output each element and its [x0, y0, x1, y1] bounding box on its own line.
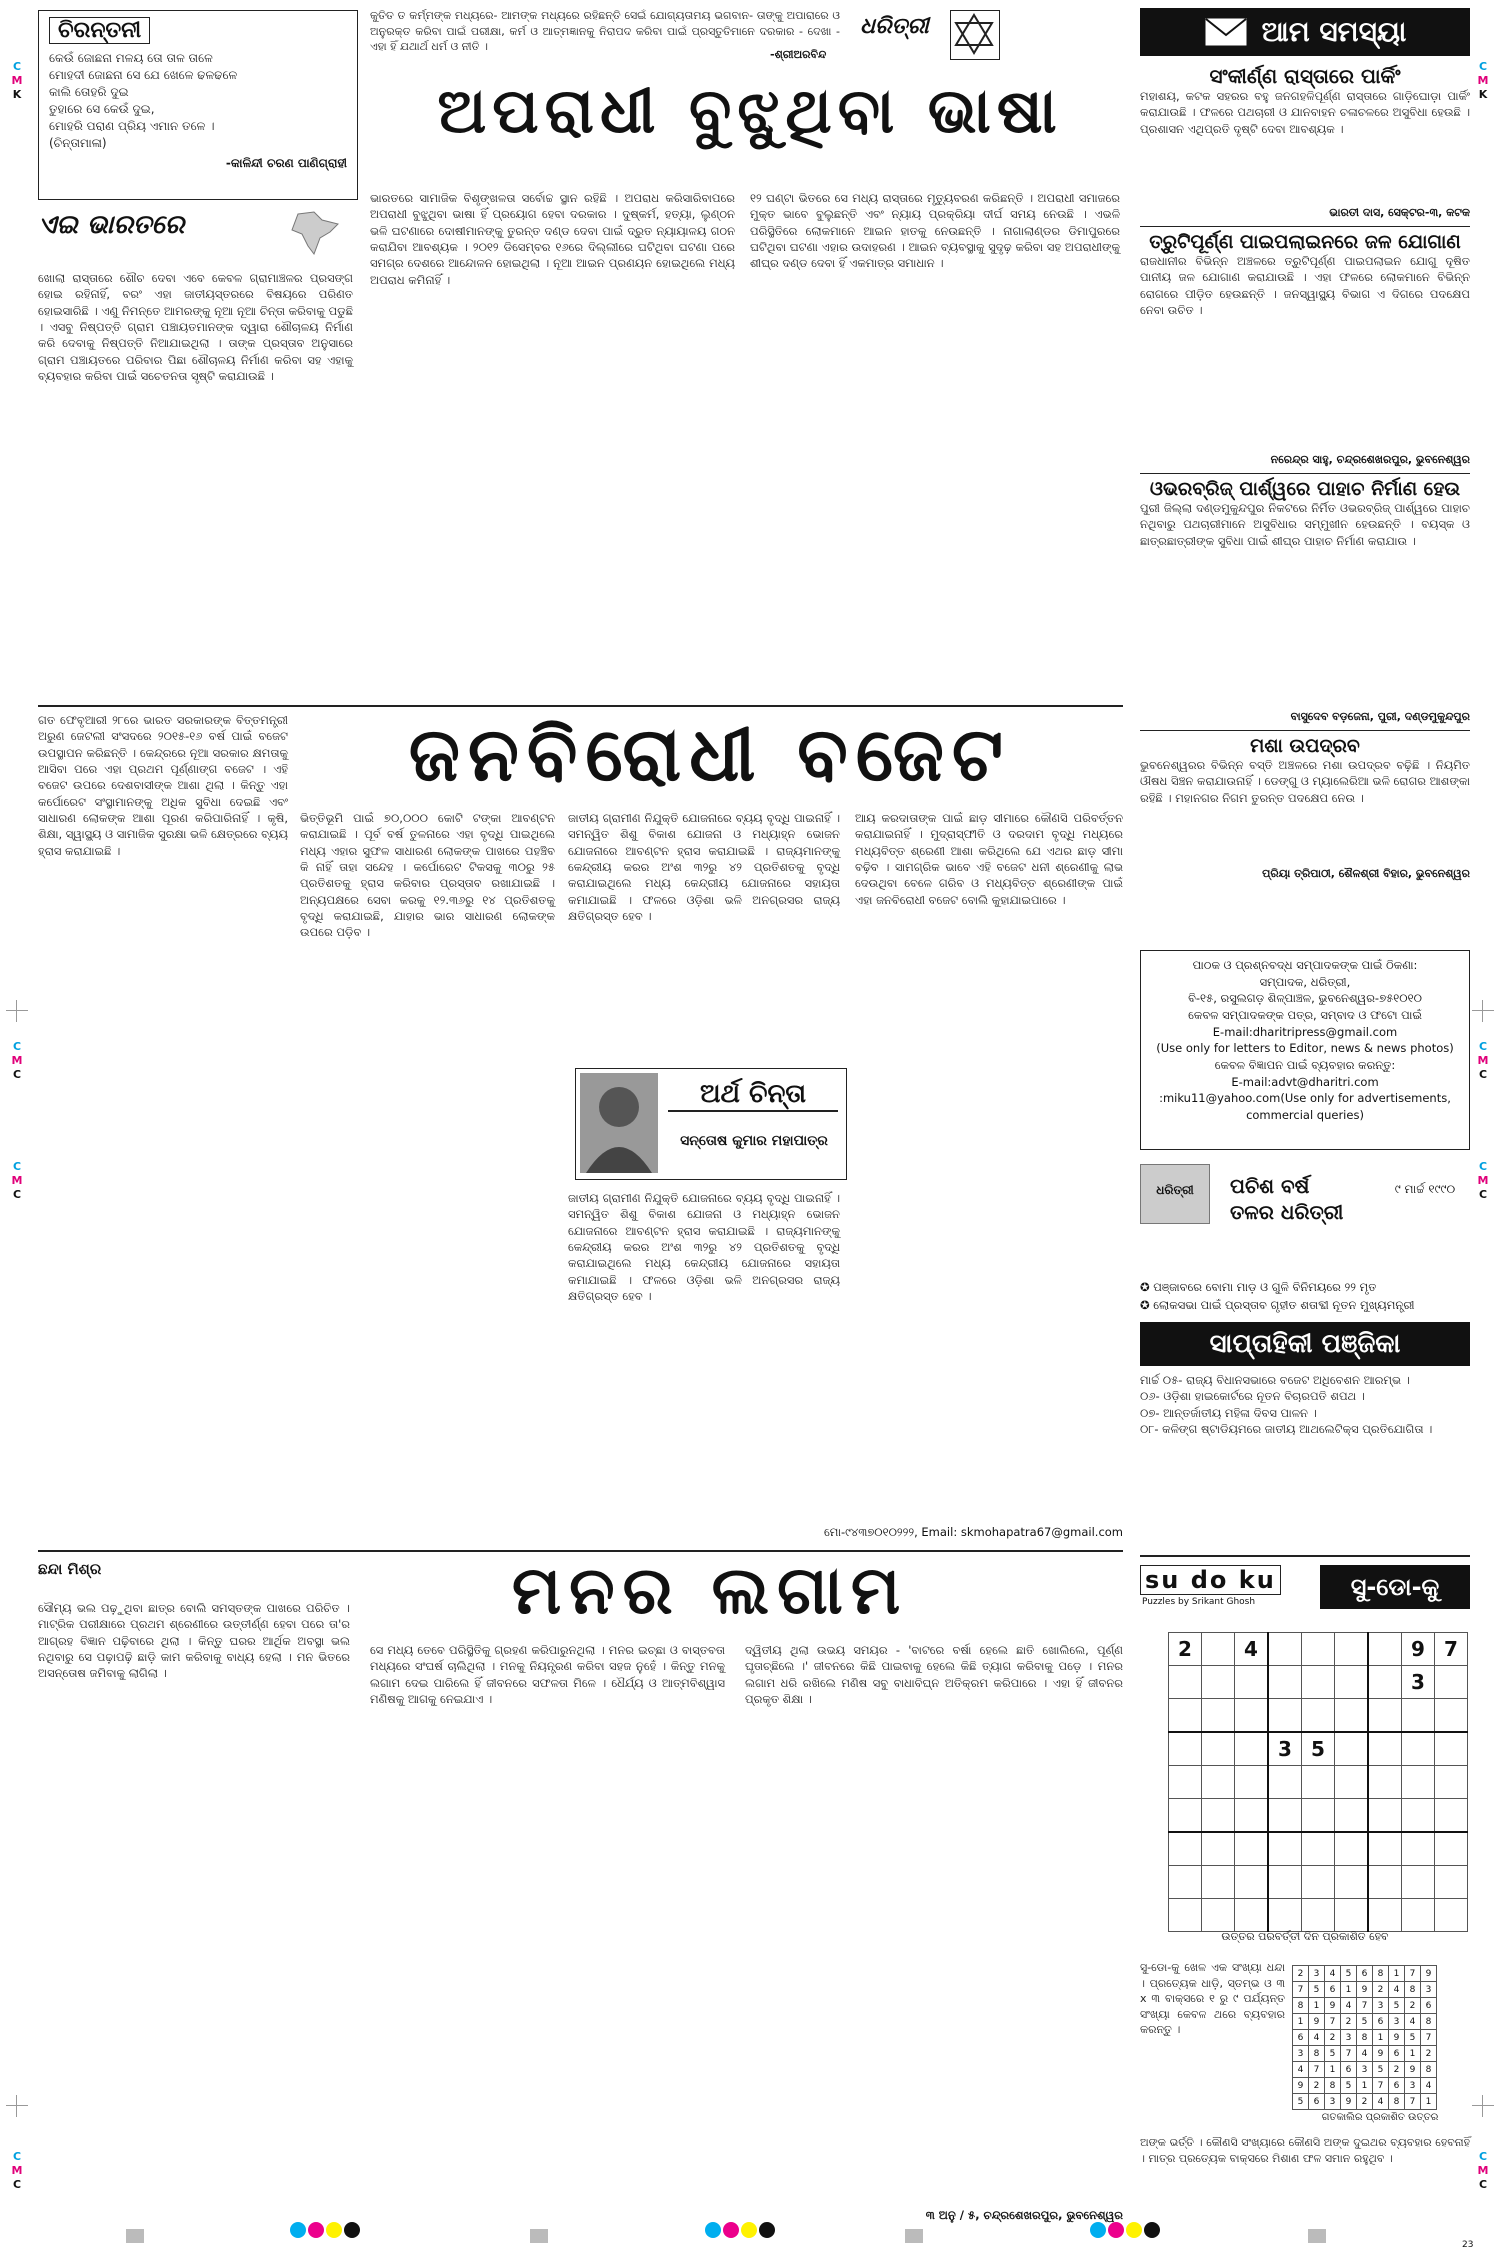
sudoku-solution-cell: 1 [1421, 2094, 1437, 2110]
sudoku-cell[interactable] [1235, 1732, 1269, 1766]
quote-block [370, 8, 1010, 64]
sudoku-cell[interactable] [1268, 1832, 1302, 1866]
letters-line5: କେବଳ ବିଜ୍ଞାପନ ପାଇଁ ବ୍ୟବହାର କରନ୍ତୁ: [1214, 1058, 1396, 1073]
sudoku-cell[interactable]: 5 [1302, 1732, 1335, 1766]
budget-col3b: ଜାତୀୟ ଗ୍ରାମୀଣ ନିଯୁକ୍ତି ଯୋଜନାରେ ବ୍ୟୟ ବୃଦ୍ଧି ପାଇନାହିଁ । ସମନ୍ୱିତ ଶିଶୁ ବିକାଶ ଯୋଜନା ଓ ମଧ୍ୟାହ୍ନ ଭୋଜନ ଯୋଜନାରେ ଆବଣ୍ଟନ ହ୍ରାସ କରାଯାଇଛି । ରାଜ୍ୟମାନଙ୍କୁ କେନ୍ଦ୍ରୀୟ କରର ଅଂଶ ୩୨ରୁ ୪୨ ପ୍ରତିଶତକୁ ବୃଦ୍ଧି କରାଯାଇଥିଲେ ମଧ୍ୟ କେନ୍ଦ୍ରୀୟ ଯୋଜନାରେ ସହାୟତା କମାଯାଇଛି । ଫଳରେ ଓଡ଼ିଶା ଭଳି ଅନଗ୍ରସର ରାଜ୍ୟ କ୍ଷତିଗ୍ରସ୍ତ ହେବ । [568, 1191, 844, 1303]
sudoku-solution-cell: 5 [1341, 1966, 1357, 1982]
sudoku-solution-cell: 8 [1309, 2046, 1325, 2062]
sudoku-cell[interactable]: 3 [1402, 1666, 1435, 1699]
sudoku-cell[interactable] [1435, 1832, 1468, 1866]
sudoku-cell[interactable] [1368, 1866, 1402, 1899]
registration-mark-left [6, 1000, 28, 1022]
sudoku-solution-cell: 6 [1421, 1998, 1437, 2014]
cmyk-marker-bottom-left: C M C [11, 2150, 23, 2191]
letters-email3[interactable]: :miku11@yahoo.com(Use only for advertisements, commercial queries) [1159, 1091, 1451, 1123]
sudoku-cell[interactable] [1302, 1666, 1335, 1699]
sudoku-cell[interactable] [1202, 1799, 1235, 1833]
complaint-body-4: ଭୁବନେଶ୍ୱରର ବିଭିନ୍ନ ବସ୍ତି ଅଞ୍ଚଳରେ ମଶା ଉପଦ୍ରବ ବଢ଼ିଛି । ନିୟମିତ ଔଷଧ ସିଞ୍ଚନ କରାଯାଉନାହିଁ । ଡେଙ୍ଗୁ ଓ ମ୍ୟାଲେରିଆ ଭଳି ରୋଗର ଆଶଙ୍କା ରହିଛି । ମହାନଗର ନିଗମ ତୁରନ୍ତ ପଦକ୍ଷେପ ନେଉ । [1140, 758, 1474, 805]
grey-patch-3 [905, 2229, 923, 2243]
sudoku-cell[interactable] [1368, 1666, 1402, 1699]
sudoku-cell[interactable] [1435, 1699, 1468, 1733]
sudoku-cell[interactable] [1335, 1766, 1369, 1799]
sudoku-cell[interactable]: 7 [1435, 1633, 1468, 1666]
sudoku-cell[interactable] [1202, 1866, 1235, 1899]
complaint-title-2: ତ୍ରୁଟିପୂର୍ଣ୍ଣ ପାଇପଲାଇନରେ ଜଳ ଯୋଗାଣ [1140, 226, 1470, 253]
registration-mark-right [1472, 1000, 1494, 1022]
chirantani-poet: -କାଳିନ୍ଦୀ ଚରଣ ପାଣିଗ୍ରାହୀ [225, 156, 347, 171]
color-dots-3 [1090, 2222, 1162, 2242]
cmyk-marker-left-mid: C M C [11, 1040, 23, 1081]
sudoku-solution-cell: 9 [1405, 2062, 1421, 2078]
letters-address-box [1140, 950, 1470, 1150]
sudoku-cell[interactable] [1302, 1899, 1335, 1932]
letters-email1-note: (Use only for letters to Editor, news & news photos) [1156, 1041, 1454, 1056]
sudoku-solution-cell: 7 [1293, 1982, 1309, 1998]
sudoku-cell[interactable] [1335, 1633, 1369, 1666]
sudoku-cell[interactable] [1268, 1899, 1302, 1932]
sudoku-cell[interactable] [1202, 1732, 1235, 1766]
sudoku-solution-cell: 4 [1389, 1982, 1405, 1998]
sudoku-solution-cell: 2 [1405, 1998, 1421, 2014]
sudoku-solution-cell: 4 [1373, 2094, 1389, 2110]
sudoku-solution-cell: 7 [1357, 1998, 1373, 2014]
sudoku-cell[interactable] [1368, 1699, 1402, 1733]
sudoku-cell[interactable] [1235, 1899, 1269, 1932]
sudoku-previous-solution-grid [1292, 1965, 1437, 2110]
complaint-title-4: ମଶା ଉପଦ୍ରବ [1140, 730, 1470, 757]
artha-chinta-box [575, 1068, 847, 1180]
paper-logo: ଧରିତ୍ରୀ [860, 14, 929, 39]
sudoku-cell[interactable] [1435, 1666, 1468, 1699]
sudoku-solution-cell: 5 [1389, 1998, 1405, 2014]
sudoku-cell[interactable] [1169, 1666, 1202, 1699]
aama-samasya-logo: ଆମ ସମସ୍ୟା [1140, 8, 1470, 56]
registration-mark-left-bottom [6, 2095, 28, 2117]
cmyk-marker-top-right: C M K [1477, 60, 1489, 101]
divider-sudoku-top [1140, 1555, 1470, 1557]
sudoku-solution-cell: 9 [1341, 2094, 1357, 2110]
complaint-title-1: ସଂକୀର୍ଣ୍ଣ ରାସ୍ତାରେ ପାର୍କିଂ [1209, 64, 1401, 88]
sudoku-solution-cell: 6 [1389, 2078, 1405, 2094]
grey-patch-4 [1308, 2229, 1326, 2243]
sudoku-solution-cell: 4 [1293, 2062, 1309, 2078]
sudoku-byline: Puzzles by Srikant Ghosh [1142, 1597, 1256, 1607]
sudoku-solution-cell: 1 [1293, 2014, 1309, 2030]
sudoku-solution-cell: 5 [1293, 2094, 1309, 2110]
quote-text: କୁତିତ ତ କର୍ମ୍ମଙ୍କ ମଧ୍ୟରେ- ଆମଙ୍କ ମଧ୍ୟରେ ରହିଛନ୍ତି ସେଇଁ ଯୋଗ୍ୟତାମୟ ଭଗବାନ- ତାଙ୍କୁ ଅପାରାରେ ଓ ଅନୁରକ୍ତ କରିବା ପାଇଁ ପରୀକ୍ଷା, କର୍ମ ଓ ଆତ୍ମଜ୍ଞାନକୁ ନିରାପଦ କରିବା ପାଇଁ ପ୍ରସ୍ତୁତିମାନେ ଦରକାର - ଦେଖା - ଏହା ହିଁ ଯଥାର୍ଥ ଧର୍ମ ଓ ନୀତି । [370, 9, 844, 54]
star-emblem [950, 10, 1000, 60]
sudoku-cell[interactable] [1302, 1766, 1335, 1799]
grey-patch-2 [530, 2229, 548, 2243]
sudoku-cell[interactable] [1302, 1633, 1335, 1666]
sudoku-cell[interactable] [1335, 1866, 1369, 1899]
sudoku-cell[interactable] [1368, 1732, 1402, 1766]
sudoku-cell[interactable]: 2 [1169, 1633, 1202, 1666]
sudoku-solution-cell: 4 [1357, 2046, 1373, 2062]
sudoku-grid[interactable] [1168, 1632, 1468, 1932]
complaint-body-2: ରାଜଧାନୀର ବିଭିନ୍ନ ଅଞ୍ଚଳରେ ତ୍ରୁଟିପୂର୍ଣ୍ଣ ପାଇପଲାଇନ ଯୋଗୁ ଦୂଷିତ ପାନୀୟ ଜଳ ଯୋଗାଣ କରାଯାଉଛି । ଏହା ଫଳରେ ଲୋକମାନେ ବିଭିନ୍ନ ରୋଗରେ ପୀଡ଼ିତ ହେଉଛନ୍ତି । ଜନସ୍ୱାସ୍ଥ୍ୟ ବିଭାଗ ଏ ଦିଗରେ ପଦକ୍ଷେପ ନେବା ଉଚିତ । [1140, 254, 1474, 317]
sudoku-solution-cell: 5 [1341, 2078, 1357, 2094]
sudoku-solution-cell: 2 [1357, 2094, 1373, 2110]
sudoku-cell[interactable] [1302, 1866, 1335, 1899]
sudoku-solution-cell: 1 [1405, 2046, 1421, 2062]
sudoku-solution-cell: 9 [1309, 2014, 1325, 2030]
sudoku-cell[interactable]: 3 [1268, 1732, 1302, 1766]
sudoku-cell[interactable] [1402, 1899, 1435, 1932]
sudoku-cell[interactable] [1235, 1666, 1269, 1699]
sudoku-cell[interactable] [1202, 1633, 1235, 1666]
complaint-sign-3: ବାସୁଦେବ ବଡ଼ଜେନା, ପୁରୀ, ଦଣ୍ଡମୁକୁନ୍ଦପୁର [1290, 710, 1470, 723]
sudoku-solution-cell: 4 [1309, 2030, 1325, 2046]
chirantani-box [38, 10, 358, 200]
sudoku-cell[interactable] [1202, 1766, 1235, 1799]
sudoku-solution-cell: 6 [1357, 1966, 1373, 1982]
sudoku-solution-cell: 2 [1309, 2078, 1325, 2094]
sudoku-solution-cell: 7 [1373, 2078, 1389, 2094]
sudoku-solution-cell: 8 [1373, 1966, 1389, 1982]
sudoku-solution-cell: 8 [1357, 2030, 1373, 2046]
sudoku-solution-cell: 1 [1325, 2062, 1341, 2078]
cmyk-marker-bottom-right: C M C [1477, 2150, 1489, 2191]
letters-email1[interactable]: E-mail:dharitripress@gmail.com [1212, 1024, 1398, 1039]
sudoku-solution-cell: 5 [1357, 2014, 1373, 2030]
sudoku-solution-cell: 7 [1341, 2046, 1357, 2062]
main-headline: ଅପରାଧୀ ବୁଝୁଥିବା ଭାଷା [437, 74, 1063, 147]
top-editorial-col2: ଭାରତରେ ସାମାଜିକ ବିଶୃଙ୍ଖଳତା ସର୍ବୋଚ୍ଚ ସ୍ଥାନ ରହିଛି । ଅପରାଧ କରିସାରିବାପରେ ଅପରାଧୀ ବୁଝୁଥିବା ଭାଷା ହିଁ ପ୍ରୟୋଗ ହେବା ଦରକାର । ଦୁଷ୍କର୍ମ, ହତ୍ୟା, ଲୁଣ୍ଠନ ଭଳି ଘଟଣାରେ ଦୋଷୀମାନଙ୍କୁ ତୁରନ୍ତ ଦଣ୍ଡ ଦେବା ପାଇଁ ଦ୍ରୁତ ନ୍ୟାୟାଳୟ ଗଠନ କରାଯିବା ଆବଶ୍ୟକ । ୨୦୧୨ ଡିସେମ୍ବର ୧୬ରେ ଦିଲ୍ଲୀରେ ଘଟିଥିବା ଘଟଣା ପରେ ସମଗ୍ର ଦେଶରେ ଆନ୍ଦୋଳନ ହୋଇଥିଲା । ନୂଆ ଆଇନ ପ୍ରଣୟନ ହୋଇଥିଲେ ମଧ୍ୟ ଅପରାଧ କମିନାହିଁ । [370, 191, 739, 287]
sudoku-solution-cell: 3 [1389, 2014, 1405, 2030]
sudoku-solution-cell: 9 [1293, 2078, 1309, 2094]
sudoku-cell[interactable] [1302, 1799, 1335, 1833]
sudoku-cell[interactable] [1169, 1899, 1202, 1932]
sudoku-solution-cell: 7 [1309, 2062, 1325, 2078]
sudoku-solution-cell: 6 [1325, 1982, 1341, 1998]
sudoku-cell[interactable] [1335, 1832, 1369, 1866]
sudoku-cell[interactable] [1169, 1699, 1202, 1733]
archive-box [1140, 1160, 1470, 1270]
sudoku-solution-cell: 7 [1421, 2030, 1437, 2046]
sudoku-cell[interactable] [1169, 1799, 1202, 1833]
sudoku-cell[interactable] [1268, 1666, 1302, 1699]
sudoku-prev-board [1292, 1965, 1437, 2110]
color-dots-1 [290, 2222, 362, 2242]
sudoku-cell[interactable] [1302, 1699, 1335, 1733]
sudoku-solution-cell: 9 [1421, 1966, 1437, 1982]
budget-col2: ଭିତ୍ତିଭୂମି ପାଇଁ ୭୦,୦୦୦ କୋଟି ଟଙ୍କା ଆବଣ୍ଟନ କରାଯାଇଛି । ପୂର୍ବ ବର୍ଷ ତୁଳନାରେ ଏହା ବୃଦ୍ଧି ପାଇଥିଲେ ମଧ୍ୟ ଏହାର ସୁଫଳ ସାଧାରଣ ଲୋକଙ୍କ ପାଖରେ ପହଞ୍ଚିବ କି ନାହିଁ ତାହା ସନ୍ଦେହ । କର୍ପୋରେଟ ଟିକସକୁ ୩୦ରୁ ୨୫ ପ୍ରତିଶତକୁ ହ୍ରାସ କରିବାର ପ୍ରସ୍ତାବ ରଖାଯାଇଛି । ଅନ୍ୟପକ୍ଷରେ ସେବା କରକୁ ୧୨.୩୬ରୁ ୧୪ ପ୍ରତିଶତକୁ ବୃଦ୍ଧି କରାଯାଇଛି, ଯାହାର ଭାର ସାଧାରଣ ଲୋକଙ୍କ ଉପରେ ପଡ଼ିବ । [300, 811, 559, 940]
grey-patch-1 [126, 2229, 144, 2243]
lagam-col2: ସେ ମଧ୍ୟ ତେବେ ପରିସ୍ଥିତିକୁ ଗ୍ରହଣ କରିପାରୁନଥିଲା । ମନର ଇଚ୍ଛା ଓ ବାସ୍ତବତା ମଧ୍ୟରେ ସଂଘର୍ଷ ଚାଲିଥିଲା । ମନକୁ ନିୟନ୍ତ୍ରଣ କରିବା ସହଜ ନୁହେଁ । କିନ୍ତୁ ମନକୁ ଲଗାମ ଦେଇ ପାରିଲେ ହିଁ ଜୀବନରେ ସଫଳତା ମିଳେ । ଧୈର୍ଯ୍ୟ ଓ ଆତ୍ମବିଶ୍ୱାସ ମଣିଷକୁ ଆଗକୁ ନେଇଯାଏ । [370, 1643, 729, 1706]
sudoku-cell[interactable] [1368, 1633, 1402, 1666]
sudoku-solution-cell: 4 [1325, 1966, 1341, 1982]
top-editorial-col1: ଖୋଲା ରାସ୍ତାରେ ଶୌଚ ଦେବା ଏବେ କେବଳ ଗ୍ରାମାଞ୍ଚଳର ପ୍ରସଙ୍ଗ ହୋଇ ରହିନାହିଁ, ବରଂ ଏହା ଜାତୀୟସ୍ତରରେ ବିଷୟରେ ପରିଣତ ହୋଇସାରିଛି । ଏଣୁ ନିମନ୍ତେ ଆମରଙ୍କୁ ନୂଆ ନୂଆ ଚିନ୍ତା କରିବାକୁ ପଡୁଛି । ଏସବୁ ନିଷ୍ପତ୍ତି ଗ୍ରାମ ପଞ୍ଚାୟତମାନଙ୍କ ଦ୍ୱାରା ଶୌଚାଳୟ ନିର୍ମାଣ କରି ଦେବାକୁ ନିଷ୍ପତ୍ତି ନିଆଯାଇଥିଲା । ତାଙ୍କ ପ୍ରସ୍ତାବ ଅନୁସାରେ ଗ୍ରାମ ପଞ୍ଚାୟତରେ ପରିବାର ପିଛା ଶୌଚାଳୟ ନିର୍ମାଣ କରିବା ସହ ଏହାକୁ ବ୍ୟବହାର କରିବା ପାଇଁ ସଚେତନତା ସୃଷ୍ଟି କରାଯାଉଛି । [38, 271, 357, 383]
bharat-logo: ଏଇ ଭାରତରେ [38, 210, 358, 260]
sudoku-solution-cell: 1 [1341, 1982, 1357, 1998]
sudoku-solution-cell: 5 [1309, 1982, 1325, 1998]
sudoku-cell[interactable] [1435, 1899, 1468, 1932]
sudoku-solution-cell: 2 [1389, 2062, 1405, 2078]
sudoku-cell[interactable] [1235, 1699, 1269, 1733]
lagam-col1: ସୌମ୍ୟ ଭଲ ପଢ଼ୁଥିବା ଛାତ୍ର ବୋଲି ସମସ୍ତଙ୍କ ପାଖରେ ପରିଚିତ । ମାଟ୍ରିକ ପରୀକ୍ଷାରେ ପ୍ରଥମ ଶ୍ରେଣୀରେ ଉତ୍ତୀର୍ଣ୍ଣ ହେବା ପରେ ତା'ର ଆଗ୍ରହ ବିଜ୍ଞାନ ପଢ଼ିବାରେ ଥିଲା । କିନ୍ତୁ ଘରର ଆର୍ଥିକ ଅବସ୍ଥା ଭଲ ନଥିବାରୁ ସେ ପଢ଼ାପଢ଼ି ଛାଡ଼ି କାମ କରିବାକୁ ବାଧ୍ୟ ହେଲା । ମନ ଭିତରେ ଅସନ୍ତୋଷ ଜମିବାକୁ ଲାଗିଲା । [38, 1601, 354, 1681]
sudoku-solution-cell: 7 [1405, 1966, 1421, 1982]
sudoku-cell[interactable] [1268, 1633, 1302, 1666]
letters-line3: ବି-୧୫, ରସୁଲଗଡ଼ ଶିଳ୍ପାଞ୍ଚଳ, ଭୁବନେଶ୍ୱର-୭୫୧୦୧୦ [1188, 991, 1422, 1006]
page-number: 23 [1462, 2240, 1474, 2250]
sudoku-solution-cell: 3 [1293, 2046, 1309, 2062]
chirantani-title: ଚିରନ୍ତନୀ [49, 17, 150, 44]
sudoku-solution-cell: 6 [1373, 2014, 1389, 2030]
sudoku-solution-cell: 1 [1373, 2030, 1389, 2046]
sudoku-solution-cell: 2 [1325, 2030, 1341, 2046]
sudoku-solution-cell: 8 [1421, 2014, 1437, 2030]
sudoku-cell[interactable] [1235, 1866, 1269, 1899]
complaint-body-3: ପୁରୀ ଜିଲ୍ଲା ଦଣ୍ଡମୁକୁନ୍ଦପୁର ନିକଟରେ ନିର୍ମିତ ଓଭରବ୍ରିଜ୍ ପାର୍ଶ୍ୱରେ ପାହାଚ ନଥିବାରୁ ପଥଚାରୀମାନେ ଅସୁବିଧାର ସମ୍ମୁଖୀନ ହେଉଛନ୍ତି । ବୟସ୍କ ଓ ଛାତ୍ରଛାତ୍ରୀଙ୍କ ସୁବିଧା ପାଇଁ ଶୀଘ୍ର ପାହାଚ ନିର୍ମାଣ କରାଯାଉ । [1140, 501, 1474, 548]
sudoku-cell[interactable] [1402, 1766, 1435, 1799]
sudoku-cell[interactable] [1169, 1732, 1202, 1766]
sudoku-cell[interactable] [1169, 1866, 1202, 1899]
sudoku-solution-cell: 7 [1405, 2094, 1421, 2110]
sudoku-cell[interactable] [1402, 1732, 1435, 1766]
sudoku-cell[interactable] [1335, 1732, 1369, 1766]
top-editorial-col3: ୧୨ ଘଣ୍ଟା ଭିତରେ ସେ ମଧ୍ୟ ରାସ୍ତାରେ ମୃତ୍ୟୁବରଣ କରିଛନ୍ତି । ଅପରାଧୀ ସମାଜରେ ମୁକ୍ତ ଭାବେ ବୁଲୁଛନ୍ତି ଏବଂ ନ୍ୟାୟ ପ୍ରକ୍ରିୟା ଦୀର୍ଘ ସମୟ ନେଉଛି । ଏଭଳି ପରିସ୍ଥିତିରେ ଲୋକମାନେ ଆଇନ ହାତକୁ ନେଉଛନ୍ତି । ନାଗାଲାଣ୍ଡର ଡିମାପୁରରେ ଘଟିଥିବା ଘଟଣା ଏହାର ଉଦାହରଣ । ଆଇନ ବ୍ୟବସ୍ଥାକୁ ସୁଦୃଢ଼ କରିବା ସହ ଅପରାଧୀଙ୍କୁ ଶୀଘ୍ର ଦଣ୍ଡ ଦେବା ହିଁ ଏକମାତ୍ର ସମାଧାନ । [750, 191, 1124, 271]
sudoku-cell[interactable] [1402, 1699, 1435, 1733]
sudoku-solution-cell: 1 [1357, 2078, 1373, 2094]
sudoku-solution-cell: 2 [1341, 2014, 1357, 2030]
sudoku-cell[interactable] [1335, 1666, 1369, 1699]
sudoku-solution-cell: 3 [1357, 2062, 1373, 2078]
sudoku-cell[interactable] [1268, 1766, 1302, 1799]
sudoku-cell[interactable] [1402, 1832, 1435, 1866]
sudoku-solution-cell: 8 [1325, 2078, 1341, 2094]
sudoku-footer: ଅଙ୍କ ଭର୍ତ୍ତି । କୌଣସି ସଂଖ୍ୟାରେ କୌଣସି ଅଙ୍କ ଦୁଇଥର ବ୍ୟବହାର ହେବନାହିଁ । ମାତ୍ର ପ୍ରତ୍ୟେକ ବାକ୍ସରେ ମିଶାଣ ଫଳ ସମାନ ରହୁଥିବ । [1140, 2136, 1474, 2165]
complaint-sign-1: ଭାରତୀ ଦାସ, ସେକ୍ଟର-୩, କଟକ [1329, 206, 1470, 219]
sudoku-cell[interactable] [1235, 1832, 1269, 1866]
sudoku-cell[interactable] [1368, 1832, 1402, 1866]
sudoku-prev-caption: ଗତକାଲିର ପ୍ରକାଶିତ ଉତ୍ତର [1321, 2112, 1439, 2123]
sudoku-cell[interactable]: 4 [1235, 1633, 1269, 1666]
sudoku-cell[interactable] [1268, 1799, 1302, 1833]
author-photo [580, 1073, 658, 1173]
sudoku-cell[interactable] [1368, 1799, 1402, 1833]
lagam-author: ଛନ୍ଦା ମିଶ୍ର [38, 1560, 102, 1578]
archive-logo: ଧରିତ୍ରୀ [1140, 1164, 1210, 1224]
archive-item-2: ✪ ଲୋକସଭା ପାଇଁ ପ୍ରସ୍ତାବ ଗୃହୀତ ଶତାବ୍ଦୀ ନୂତନ ମୁଖ୍ୟମନ୍ତ୍ରୀ [1140, 1298, 1415, 1312]
quote-author: -ଶ୍ରୀଅରବିନ୍ଦ [770, 48, 827, 61]
archive-title1: ପଚିଶ ବର୍ଷ [1230, 1174, 1310, 1198]
sudoku-solution-cell: 9 [1325, 1998, 1341, 2014]
sudoku-solution-cell: 4 [1341, 1998, 1357, 2014]
sudoku-cell[interactable] [1335, 1699, 1369, 1733]
sudoku-solution-cell: 8 [1389, 2094, 1405, 2110]
cmyk-marker-right-mid: C M C [1477, 1040, 1489, 1081]
letters-line2: ସମ୍ପାଦକ, ଧରିତ୍ରୀ, [1259, 974, 1351, 989]
sudoku-solution-cell: 5 [1373, 2062, 1389, 2078]
cmyk-marker-left-low: C M C [11, 1160, 23, 1201]
letters-line1: ପାଠକ ଓ ପ୍ରଶ୍ନବଦ୍ଧ ସମ୍ପାଦକଙ୍କ ପାଇଁ ଠିକଣା: [1192, 958, 1418, 972]
sudoku-solution-cell: 4 [1421, 2078, 1437, 2094]
sudoku-solution-cell: 8 [1421, 2062, 1437, 2078]
sudoku-solution-cell: 4 [1405, 2014, 1421, 2030]
sudoku-solution-cell: 1 [1389, 1966, 1405, 1982]
lagam-col3: ଦ୍ୱିତୀୟ ଥିଲା ଉଭୟ ସମୟର - 'ବାଟରେ ବର୍ଷା ହେଲେ ଛାତି ଖୋଲିଲେ, ପୂର୍ଣ୍ଣ ଘୃତାଚ୍ଛିଲେ ।' ଜୀବନରେ କିଛି ପାଇବାକୁ ହେଲେ କିଛି ତ୍ୟାଗ କରିବାକୁ ପଡ଼େ । ମନର ଲଗାମ ଧରି ରଖିଲେ ମଣିଷ ସବୁ ବାଧାବିଘ୍ନ ଅତିକ୍ରମ କରିପାରେ । ଏହା ହିଁ ଜୀବନର ପ୍ରକୃତ ଶିକ୍ଷା । [745, 1643, 1127, 1706]
envelope-icon [1204, 17, 1248, 47]
complaint-body-1: ମହାଶୟ, କଟକ ସହରର ବହୁ ଜନଗହଳିପୂର୍ଣ୍ଣ ରାସ୍ତାରେ ଗାଡ଼ିଘୋଡ଼ା ପାର୍କିଂ କରାଯାଉଛି । ଫଳରେ ପଥଚାରୀ ଓ ଯାନବାହନ ଚଳାଚଳରେ ଅସୁବିଧା ହେଉଛି । ପ୍ରଶାସନ ଏଥିପ୍ରତି ଦୃଷ୍ଟି ଦେବା ଆବଶ୍ୟକ । [1140, 89, 1474, 136]
archive-item-1: ✪ ପଞ୍ଜାବରେ ବୋମା ମାଡ଼ ଓ ଗୁଳି ବିନିମୟରେ ୨୨ ମୃତ [1140, 1280, 1377, 1294]
letters-line4: କେବଳ ସମ୍ପାଦକଙ୍କ ପତ୍ର, ସମ୍ବାଦ ଓ ଫଟୋ ପାଇଁ [1188, 1008, 1422, 1023]
weekly-title: ସାପ୍ତାହିକୀ ପଞ୍ଜିକା [1140, 1322, 1470, 1366]
sudoku-cell[interactable] [1202, 1832, 1235, 1866]
sudoku-solution-cell: 3 [1405, 2078, 1421, 2094]
divider-budget-top [38, 705, 1123, 707]
lagam-headline: ମନର ଲଗାମ [511, 1552, 909, 1629]
sudoku-cell[interactable] [1402, 1866, 1435, 1899]
column-name: ଅର୍ଥ ଚିନ୍ତା [668, 1079, 838, 1112]
sudoku-cell[interactable] [1302, 1832, 1335, 1866]
sudoku-cell[interactable] [1268, 1699, 1302, 1733]
sudoku-solution-cell: 2 [1421, 2046, 1437, 2062]
color-dots-2 [705, 2222, 777, 2242]
complaint-sign-2: ନରେନ୍ଦ୍ର ସାହୁ, ଚନ୍ଦ୍ରଶେଖରପୁର, ଭୁବନେଶ୍ୱର [1270, 453, 1470, 466]
sudoku-cell[interactable] [1435, 1766, 1468, 1799]
budget-contact[interactable]: ମୋ-୯୪୩୭୦୧୦୨୨୨, Email: skmohapatra67@gmail.com [823, 1525, 1123, 1539]
sudoku-cell[interactable]: 9 [1402, 1633, 1435, 1666]
sudoku-cell[interactable] [1169, 1832, 1202, 1866]
budget-headline: ଜନବିରୋଧୀ ବଜେଟ [408, 712, 1012, 798]
sudoku-cell[interactable] [1402, 1799, 1435, 1833]
registration-mark-right-bottom [1472, 2095, 1494, 2117]
sudoku-cell[interactable] [1368, 1766, 1402, 1799]
archive-title2: ତଳର ଧରିତ୍ରୀ [1230, 1200, 1344, 1224]
sudoku-cell[interactable] [1202, 1699, 1235, 1733]
sudoku-cell[interactable] [1202, 1899, 1235, 1932]
sudoku-solution-cell: 2 [1373, 1982, 1389, 1998]
sudoku-cell[interactable] [1435, 1799, 1468, 1833]
column-author: ସନ୍ତୋଷ କୁମାର ମହାପାତ୍ର [680, 1133, 828, 1149]
budget-col1: ଗତ ଫେବୃଆରୀ ୨୮ରେ ଭାରତ ସରକାରଙ୍କ ବିତ୍ତମନ୍ତ୍ରୀ ଅରୁଣ ଜେଟଲୀ ସଂସଦରେ ୨୦୧୫-୧୬ ବର୍ଷ ପାଇଁ ବଜେଟ ଉପସ୍ଥାପନ କରିଛନ୍ତି । କେନ୍ଦ୍ରରେ ନୂଆ ସରକାର କ୍ଷମତାକୁ ଆସିବା ପରେ ଏହା ପ୍ରଥମ ପୂର୍ଣ୍ଣାଙ୍ଗ ବଜେଟ । ଏହି ବଜେଟ ଉପରେ ଦେଶବାସୀଙ୍କ ଆଶା ଥିଲା । କିନ୍ତୁ ଏହା କର୍ପୋରେଟ ସଂସ୍ଥାମାନଙ୍କୁ ଅଧିକ ସୁବିଧା ଦେଇଛି ଏବଂ ସାଧାରଣ ଲୋକଙ୍କ ଆଶା ପୂରଣ କରିପାରିନାହିଁ । କୃଷି, ଶିକ୍ଷା, ସ୍ୱାସ୍ଥ୍ୟ ଓ ସାମାଜିକ ସୁରକ୍ଷା ଭଳି କ୍ଷେତ୍ରରେ ବ୍ୟୟ ହ୍ରାସ କରାଯାଇଛି । [38, 713, 292, 858]
sudoku-solution-cell: 5 [1405, 2030, 1421, 2046]
sudoku-solution-cell: 8 [1293, 1998, 1309, 2014]
sudoku-cell[interactable] [1335, 1799, 1369, 1833]
cmyk-marker-right-low: C M C [1477, 1160, 1489, 1201]
letters-email2[interactable]: E-mail:advt@dharitri.com [1231, 1074, 1379, 1089]
sudoku-cell[interactable] [1202, 1666, 1235, 1699]
sudoku-solution-cell: 5 [1325, 2046, 1341, 2062]
budget-col4: ଆୟ କରଦାତାଙ୍କ ପାଇଁ ଛାଡ଼ ସୀମାରେ କୌଣସି ପରିବର୍ତ୍ତନ କରାଯାଇନାହିଁ । ମୁଦ୍ରାସ୍ଫୀତି ଓ ଦରଦାମ ବୃଦ୍ଧି ମଧ୍ୟରେ ମଧ୍ୟବିତ୍ତ ଶ୍ରେଣୀ ଆଶା କରିଥିଲେ ଯେ ଏଥର ଛାଡ଼ ସୀମା ବଢ଼ିବ । ସାମଗ୍ରିକ ଭାବେ ଏହି ବଜେଟ ଧନୀ ଶ୍ରେଣୀକୁ ଲାଭ ଦେଉଥିବା ବେଳେ ଗରିବ ଓ ମଧ୍ୟବିତ୍ତ ଶ୍ରେଣୀଙ୍କ ପାଇଁ ଏହା ଜନବିରୋଧୀ ବଜେଟ ବୋଲି କୁହାଯାଇପାରେ । [855, 811, 1127, 907]
sudoku-solution-cell: 3 [1309, 1966, 1325, 1982]
sudoku-solution-cell: 2 [1293, 1966, 1309, 1982]
sudoku-solution-cell: 1 [1309, 1998, 1325, 2014]
sudoku-solution-cell: 6 [1309, 2094, 1325, 2110]
sudoku-solution-cell: 3 [1421, 1982, 1437, 1998]
sudoku-solution-cell: 9 [1389, 2030, 1405, 2046]
cmyk-marker-top-left: C M K [11, 60, 23, 101]
sudoku-board[interactable] [1168, 1632, 1468, 1932]
sudoku-cell[interactable] [1435, 1732, 1468, 1766]
sudoku-cell[interactable] [1235, 1799, 1269, 1833]
sudoku-solution-cell: 6 [1341, 2062, 1357, 2078]
sudoku-cell[interactable] [1435, 1866, 1468, 1899]
sudoku-title: ସୁ-ଡୋ-କୁ [1320, 1565, 1470, 1609]
sudoku-logo: su do ku [1140, 1565, 1281, 1595]
complaint-sign-4: ପ୍ରିୟା ତ୍ରିପାଠୀ, ଶୈଳଶ୍ରୀ ବିହାର, ଭୁବନେଶ୍ୱର [1262, 867, 1470, 880]
sudoku-cell[interactable] [1268, 1866, 1302, 1899]
lagam-address: ୩ ଅନୁ / ୫, ଚନ୍ଦ୍ରଶେଖରପୁର, ଭୁବନେଶ୍ୱର [925, 2208, 1123, 2222]
india-map-icon [278, 210, 348, 256]
sudoku-cell[interactable] [1235, 1766, 1269, 1799]
archive-date: ୯ ମାର୍ଚ୍ଚ ୧୯୯୦ [1394, 1182, 1456, 1196]
chirantani-poem: କେଉଁ ଜୋଛନା ମଳୟ ତୋ ତାଳ ତାଳେ ମୋହଦୀ ଜୋଛନା ସେ ଯେ ଖେଳେ ଢଳଢଳେ କାଲି ତୋହରି ଦୁଇ ତୁହାରେ ସେ କେଉଁ ଦୁଇ, ମୋହରି ପରାଣ ପ୍ରିୟ ଏମାନ ତଳେ । (ଚିନ୍ତାମାଳା) [49, 51, 238, 151]
sudoku-solution-cell: 7 [1325, 2014, 1341, 2030]
sudoku-solution-cell: 6 [1389, 2046, 1405, 2062]
sudoku-solution-cell: 6 [1293, 2030, 1309, 2046]
sudoku-header [1140, 1565, 1470, 1615]
sudoku-cell[interactable] [1169, 1766, 1202, 1799]
weekly-body: ମାର୍ଚ୍ଚ ୦୫- ରାଜ୍ୟ ବିଧାନସଭାରେ ବଜେଟ ଅଧିବେଶନ ଆରମ୍ଭ । ୦୬- ଓଡ଼ିଶା ହାଇକୋର୍ଟରେ ନୂତନ ବିଚାରପତି ଶପଥ । ୦୭- ଆନ୍ତର୍ଜାତୀୟ ମହିଳା ଦିବସ ପାଳନ । ୦୮- କଳିଙ୍ଗ ଷ୍ଟାଡିୟମରେ ଜାତୀୟ ଆଥଲେଟିକ୍ସ ପ୍ରତିଯୋଗିତା । [1140, 1373, 1433, 1436]
sudoku-rules: ସୁ-ଡୋ-କୁ ଖେଳ ଏକ ସଂଖ୍ୟା ଧନ୍ଦା । ପ୍ରତ୍ୟେକ ଧାଡ଼ି, ସ୍ତମ୍ଭ ଓ ୩ x ୩ ବାକ୍ସରେ ୧ ରୁ ୯ ପର୍ଯ୍ୟନ୍ତ ସଂଖ୍ୟା କେବଳ ଥରେ ବ୍ୟବହାର କରନ୍ତୁ । [1140, 1961, 1289, 2037]
budget-col3: ଜାତୀୟ ଗ୍ରାମୀଣ ନିଯୁକ୍ତି ଯୋଜନାରେ ବ୍ୟୟ ବୃଦ୍ଧି ପାଇନାହିଁ । ସମନ୍ୱିତ ଶିଶୁ ବିକାଶ ଯୋଜନା ଓ ମଧ୍ୟାହ୍ନ ଭୋଜନ ଯୋଜନାରେ ଆବଣ୍ଟନ ହ୍ରାସ କରାଯାଇଛି । ରାଜ୍ୟମାନଙ୍କୁ କେନ୍ଦ୍ରୀୟ କରର ଅଂଶ ୩୨ରୁ ୪୨ ପ୍ରତିଶତକୁ ବୃଦ୍ଧି କରାଯାଇଥିଲେ ମଧ୍ୟ କେନ୍ଦ୍ରୀୟ ଯୋଜନାରେ ସହାୟତା କମାଯାଇଛି । ଫଳରେ ଓଡ଼ିଶା ଭଳି ଅନଗ୍ରସର ରାଜ୍ୟ କ୍ଷତିଗ୍ରସ୍ତ ହେବ । [568, 811, 844, 923]
aama-samasya-items [1140, 64, 1474, 944]
sudoku-solution-cell: 9 [1373, 2046, 1389, 2062]
sudoku-solution-cell: 3 [1373, 1998, 1389, 2014]
sudoku-solution-cell: 3 [1325, 2094, 1341, 2110]
sudoku-solution-cell: 9 [1357, 1982, 1373, 1998]
sudoku-instructions: ଉତ୍ତର ପରବର୍ତ୍ତୀ ଦିନ ପ୍ରକାଶିତ ହେବ [1221, 1930, 1389, 1943]
sudoku-solution-cell: 8 [1405, 1982, 1421, 1998]
sudoku-cell[interactable] [1368, 1899, 1402, 1932]
sudoku-cell[interactable] [1335, 1899, 1369, 1932]
sudoku-solution-cell: 3 [1341, 2030, 1357, 2046]
complaint-title-3: ଓଭରବ୍ରିଜ୍ ପାର୍ଶ୍ୱରେ ପାହାଚ ନିର୍ମାଣ ହେଉ [1140, 473, 1470, 500]
